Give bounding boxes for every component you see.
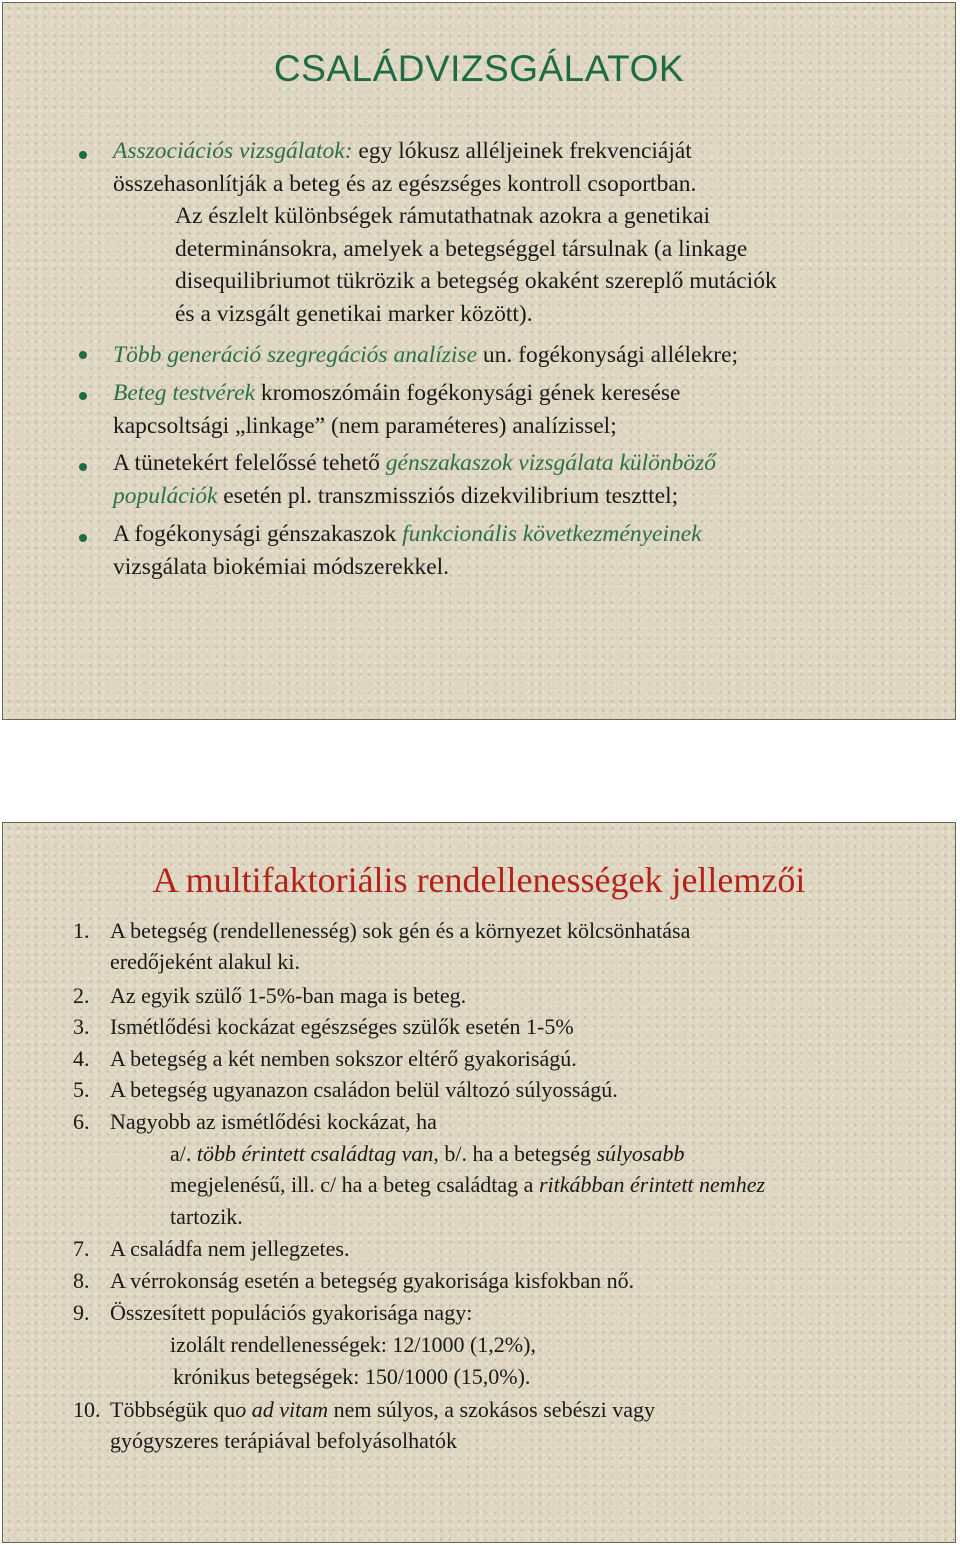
sub-italic: ritkábban érintett nemhez <box>538 1172 766 1198</box>
bullet-4-italic2: populációk <box>113 482 218 509</box>
list-item-4: A betegség a két nemben sokszor eltérő gyakoriságú. <box>110 1046 577 1071</box>
slide-1 <box>2 2 956 720</box>
sub-italic: több érintett családtag van <box>196 1141 434 1166</box>
list-item-10 <box>110 1394 910 1457</box>
list-item-9-sub-2: krónikus betegségek: 150/1000 (15,0%). <box>173 1364 531 1389</box>
list-item-text: eredőjeként alakul ki. <box>110 949 300 975</box>
list-item-text: nem súlyos, a szokásos sebészi vagy <box>328 1397 656 1422</box>
list-number: 10. <box>73 1397 101 1422</box>
list-item-1 <box>110 915 910 978</box>
bullet-2-text: un. fogékonysági allélekre; <box>477 342 739 368</box>
bullet-3-italic: Beteg testvérek <box>113 380 255 406</box>
list-item-5: A betegség ugyanazon családon belül változó súlyosságú. <box>110 1077 618 1102</box>
bullet-1-italic: Asszociációs vizsgálatok: <box>113 138 353 164</box>
list-item-9: Összesített populációs gyakorisága nagy: <box>110 1300 473 1325</box>
list-item-7: A családfa nem jellegzetes. <box>110 1236 350 1261</box>
slide-2-title: A multifaktoriális rendellenességek jellemzői <box>152 860 806 900</box>
bullet-4-rest: esetén pl. transzmissziós dizekvilibrium teszttel; <box>217 482 679 509</box>
bullet-1-text: egy lókusz alléljeinek frekvenciáját <box>352 138 692 164</box>
list-number: 8. <box>73 1268 90 1293</box>
bullet-1-sub-line: Az észlelt különbségek rámutathatnak azokra a genetikai <box>175 203 711 230</box>
sub-italic: súlyosabb <box>596 1141 685 1166</box>
bullet-1-sub-line: determinánsokra, amelyek a betegséggel társulnak (a linkage <box>175 235 748 262</box>
list-item-2: Az egyik szülő 1-5%-ban maga is beteg. <box>110 983 467 1008</box>
bullet-dot <box>79 463 87 471</box>
list-number: 1. <box>73 918 90 943</box>
list-item-8: A vérrokonság esetén a betegség gyakorisága kisfokban nő. <box>110 1268 635 1293</box>
list-item-3: Ismétlődési kockázat egészséges szülők esetén 1-5% <box>110 1014 574 1039</box>
list-item-6: Nagyobb az ismétlődési kockázat, ha <box>110 1109 437 1134</box>
list-item-text: gyógyszeres terápiával befolyásolhatók <box>110 1428 457 1454</box>
bullet-item-2 <box>113 339 913 372</box>
list-number: 4. <box>73 1046 90 1071</box>
sub-text: , b/. ha a betegség <box>433 1141 597 1166</box>
bullet-item-4 <box>113 447 913 512</box>
list-item-text: Többségük qu <box>110 1397 236 1422</box>
bullet-dot <box>79 351 87 359</box>
list-item-text: A betegség (rendellenesség) sok gén és a környezet kölcsönhatása <box>110 918 691 943</box>
list-number: 7. <box>73 1236 90 1261</box>
sub-text: tartozik. <box>170 1203 243 1229</box>
list-item-6-sub <box>170 1138 930 1232</box>
bullet-dot <box>79 534 87 542</box>
bullet-5-italic: funkcionális következményeinek <box>402 521 702 547</box>
bullet-4-italic: génszakaszok vizsgálata különböző <box>385 450 717 476</box>
bullet-4-text: A tünetekért felelőssé tehető <box>113 450 386 476</box>
bullet-1-sub-line: disequilibriumot tükrözik a betegség okaként szereplő mutációk <box>175 268 777 295</box>
slide-1-title: CSALÁDVIZSGÁLATOK <box>273 48 685 89</box>
slide-2 <box>2 822 956 1543</box>
list-number: 9. <box>73 1300 90 1325</box>
bullet-dot <box>79 151 87 159</box>
bullet-1-sub-line: és a vizsgált genetikai marker között). <box>175 300 533 327</box>
bullet-3-text: kromoszómáin fogékonysági gének keresése <box>255 380 681 406</box>
bullet-2-italic: Több generáció szegregációs analízise <box>113 342 477 368</box>
bullet-5-line2: vizsgálata biokémiai módszerekkel. <box>113 553 450 580</box>
sub-text: a/. <box>170 1141 197 1166</box>
sub-text: megjelenésű, ill. c/ ha a beteg családtag a <box>170 1172 539 1198</box>
bullet-5-text: A fogékonysági génszakaszok <box>113 521 403 547</box>
list-item-9-sub-1: izolált rendellenességek: 12/1000 (1,2%), <box>170 1332 536 1357</box>
bullet-item-1 <box>113 135 913 331</box>
list-number: 5. <box>73 1077 90 1102</box>
bullet-dot <box>79 392 87 400</box>
list-number: 3. <box>73 1014 90 1039</box>
bullet-1-line2: összehasonlítják a beteg és az egészséges kontroll csoportban. <box>113 170 697 197</box>
bullet-item-5 <box>113 518 913 583</box>
bullet-3-line2: kapcsoltsági „linkage” (nem paraméteres) analízissel; <box>113 412 617 439</box>
list-number: 2. <box>73 983 90 1008</box>
bullet-item-3 <box>113 377 913 442</box>
list-number: 6. <box>73 1109 90 1134</box>
list-item-italic: o ad vitam <box>235 1397 329 1422</box>
